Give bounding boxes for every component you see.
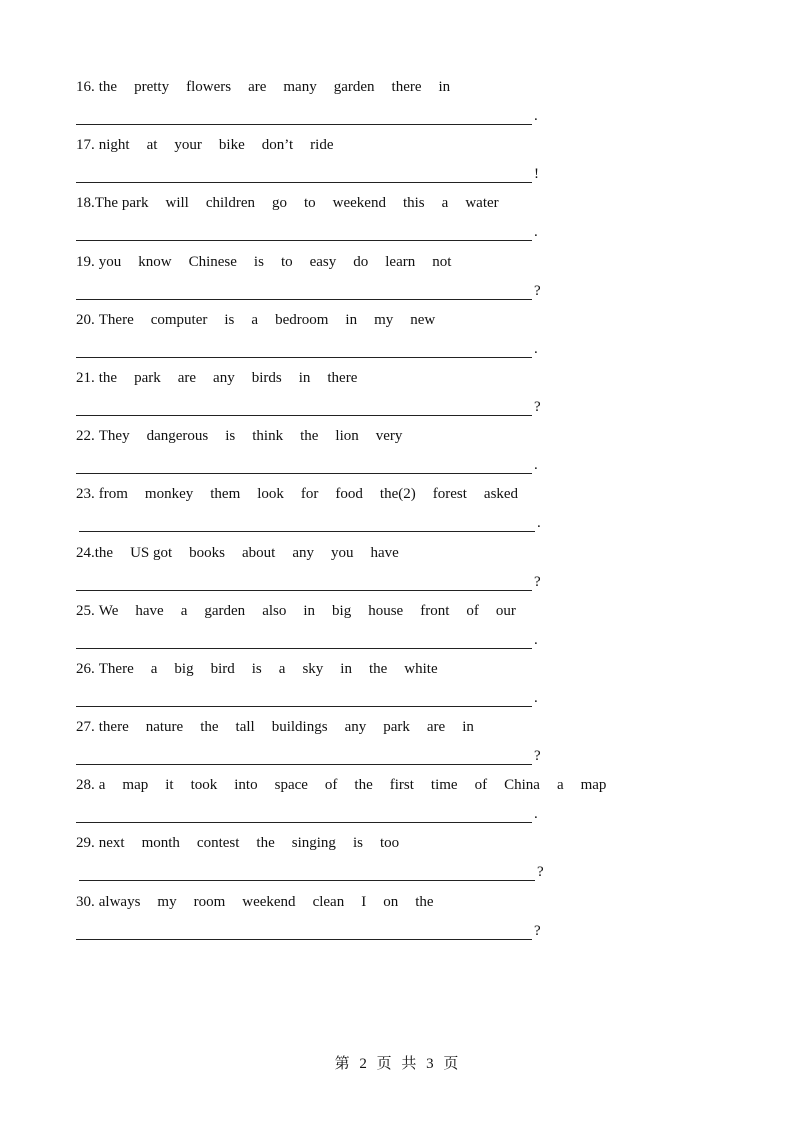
scrambled-word: flowers: [186, 79, 232, 95]
scrambled-word: have: [370, 544, 399, 561]
answer-line[interactable]: [76, 571, 532, 591]
scrambled-word: map: [580, 777, 607, 794]
exercise-prompt: [76, 717, 491, 737]
exercise-number: 26.: [76, 660, 95, 677]
answer-line[interactable]: [76, 221, 532, 241]
scrambled-word: There: [98, 311, 134, 328]
scrambled-word: are: [248, 79, 267, 95]
exercise-item: [76, 483, 636, 541]
exercise-number: 16.: [76, 79, 95, 95]
scrambled-word: a: [150, 660, 158, 677]
exercise-number: 17.: [76, 137, 95, 154]
exercise-prompt: [76, 310, 452, 330]
scrambled-word: any: [213, 369, 235, 386]
scrambled-word: big: [332, 602, 352, 619]
scrambled-word: the: [98, 369, 118, 386]
answer-line[interactable]: [76, 163, 532, 183]
scrambled-word: about: [242, 544, 276, 561]
scrambled-word: singing: [291, 835, 336, 852]
scrambled-word: are: [177, 369, 197, 386]
scrambled-word: took: [190, 777, 218, 794]
exercise-number: 22.: [76, 428, 95, 445]
exercise-number: 20.: [76, 311, 95, 328]
scrambled-word: the: [415, 893, 434, 910]
scrambled-word: there: [98, 719, 129, 736]
scrambled-word: map: [122, 777, 149, 794]
scrambled-word: look: [257, 486, 284, 503]
scrambled-word: a: [556, 777, 564, 794]
scrambled-word: in: [340, 660, 352, 677]
exercise-number: 24.: [76, 544, 95, 561]
scrambled-word: the: [200, 719, 219, 736]
scrambled-word: next: [98, 835, 125, 852]
scrambled-word: the: [256, 835, 275, 852]
end-punctuation: !: [534, 166, 539, 183]
scrambled-word: is: [251, 660, 262, 677]
end-punctuation: .: [534, 631, 538, 648]
scrambled-word: of: [324, 777, 338, 794]
scrambled-word: I: [361, 893, 367, 910]
scrambled-word: the: [368, 660, 388, 677]
exercise-prompt: [76, 193, 516, 213]
scrambled-word: Chinese: [188, 253, 237, 270]
scrambled-word: forest: [432, 486, 467, 503]
scrambled-word: park: [383, 719, 410, 736]
scrambled-word: new: [410, 311, 436, 328]
scrambled-word: don’t: [261, 137, 294, 154]
scrambled-word: a: [251, 311, 259, 328]
exercise-number: 29.: [76, 835, 95, 852]
scrambled-word: there: [327, 369, 358, 386]
scrambled-word: my: [374, 311, 394, 328]
exercise-item: [76, 600, 636, 658]
end-punctuation: .: [534, 108, 538, 124]
scrambled-word: bird: [210, 660, 235, 677]
scrambled-word: not: [432, 253, 452, 270]
exercise-number: 25.: [76, 602, 95, 619]
scrambled-word: ride: [310, 137, 334, 154]
scrambled-word: to: [280, 253, 293, 270]
scrambled-word: lion: [335, 428, 359, 445]
scrambled-word: is: [225, 428, 236, 445]
scrambled-word: a: [278, 660, 286, 677]
answer-line[interactable]: [76, 396, 532, 416]
scrambled-word: in: [438, 79, 451, 95]
scrambled-word: you: [331, 544, 354, 561]
scrambled-word: nature: [145, 719, 184, 736]
exercise-number: 28.: [76, 777, 95, 794]
answer-line[interactable]: [79, 861, 535, 881]
end-punctuation: ?: [534, 398, 541, 415]
scrambled-word: books: [189, 544, 226, 561]
exercise-item: [76, 76, 636, 134]
scrambled-word: They: [98, 428, 130, 445]
exercise-prompt: [76, 833, 416, 853]
scrambled-word: a: [180, 602, 188, 619]
scrambled-word: We: [98, 602, 119, 619]
exercise-number: 19.: [76, 253, 95, 270]
end-punctuation: ?: [537, 864, 544, 881]
scrambled-word: a: [441, 195, 449, 212]
answer-line[interactable]: [76, 454, 532, 474]
answer-line[interactable]: [76, 280, 532, 300]
scrambled-word: will: [165, 195, 189, 212]
scrambled-word: know: [138, 253, 172, 270]
scrambled-word: pretty: [134, 79, 170, 95]
exercise-item: [76, 891, 636, 949]
end-punctuation: .: [534, 806, 538, 823]
scrambled-word: learn: [385, 253, 416, 270]
scrambled-word: always: [98, 893, 141, 910]
exercise-prompt: [76, 892, 451, 912]
scrambled-word: any: [344, 719, 367, 736]
scrambled-word: space: [274, 777, 308, 794]
answer-line[interactable]: [76, 745, 532, 765]
exercise-item: [76, 192, 636, 250]
scrambled-word: first: [389, 777, 414, 794]
scrambled-word: into: [234, 777, 258, 794]
exercise-prompt: [76, 77, 467, 97]
scrambled-word: at: [146, 137, 158, 154]
scrambled-word: for: [300, 486, 319, 503]
scrambled-word: house: [368, 602, 404, 619]
scrambled-word: in: [303, 602, 316, 619]
scrambled-word: them: [210, 486, 241, 503]
end-punctuation: ?: [534, 748, 541, 765]
scrambled-word: your: [174, 137, 202, 154]
exercise-item: [76, 309, 636, 367]
scrambled-word: in: [345, 311, 358, 328]
scrambled-word: to: [303, 195, 316, 212]
scrambled-word: easy: [309, 253, 337, 270]
scrambled-word: dangerous: [146, 428, 209, 445]
scrambled-word: it: [165, 777, 174, 794]
scrambled-word: is: [352, 835, 363, 852]
answer-line[interactable]: [76, 803, 532, 823]
scrambled-word: birds: [251, 369, 282, 386]
scrambled-word: you: [98, 253, 122, 270]
exercise-number: 23.: [76, 486, 95, 503]
exercise-item: [76, 134, 636, 192]
scrambled-word: the: [300, 428, 319, 445]
scrambled-word: park: [134, 369, 161, 386]
scrambled-word: night: [98, 137, 130, 154]
exercise-number: 30.: [76, 893, 95, 910]
scrambled-word: water: [465, 195, 499, 212]
exercise-item: [76, 367, 636, 425]
scrambled-word: room: [193, 893, 226, 910]
scrambled-word: also: [262, 602, 287, 619]
answer-line[interactable]: [79, 512, 535, 532]
scrambled-word: is: [224, 311, 235, 328]
scrambled-word: clean: [312, 893, 345, 910]
end-punctuation: .: [534, 689, 538, 706]
scrambled-word: There: [98, 660, 134, 677]
exercise-prompt: [76, 601, 533, 621]
scrambled-word: our: [495, 602, 516, 619]
exercise-number: 18.: [76, 195, 95, 212]
end-punctuation: ?: [534, 922, 541, 939]
exercise-prompt: [76, 135, 350, 155]
answer-line[interactable]: [76, 920, 532, 940]
exercise-item: [76, 774, 636, 832]
end-punctuation: .: [537, 515, 541, 532]
scrambled-word: tall: [235, 719, 255, 736]
page-number-label: 第 2 页 共 3 页: [334, 1056, 459, 1072]
scrambled-word: my: [157, 893, 177, 910]
scrambled-word: US got: [130, 544, 173, 561]
scrambled-word: bike: [218, 137, 245, 154]
exercise-item: [76, 542, 636, 600]
scrambled-word: food: [335, 486, 363, 503]
exercise-list: [76, 76, 636, 949]
scrambled-word: The park: [94, 195, 149, 212]
scrambled-word: buildings: [271, 719, 328, 736]
scrambled-word: white: [404, 660, 438, 677]
scrambled-word: a: [98, 777, 106, 794]
scrambled-word: weekend: [242, 893, 296, 910]
exercise-number: 21.: [76, 369, 95, 386]
exercise-prompt: [76, 426, 419, 446]
scrambled-word: garden: [204, 602, 246, 619]
scrambled-word: have: [135, 602, 164, 619]
scrambled-word: the: [98, 79, 118, 95]
exercise-prompt: [76, 368, 374, 388]
end-punctuation: ?: [534, 282, 541, 299]
answer-line[interactable]: [76, 105, 532, 125]
scrambled-word: any: [292, 544, 315, 561]
scrambled-word: time: [430, 777, 458, 794]
scrambled-word: there: [391, 79, 422, 95]
end-punctuation: .: [534, 457, 538, 474]
exercise-item: [76, 832, 636, 890]
end-punctuation: .: [534, 340, 538, 357]
scrambled-word: too: [379, 835, 400, 852]
exercise-prompt: [76, 252, 468, 272]
scrambled-word: computer: [150, 311, 208, 328]
answer-line[interactable]: [76, 629, 532, 649]
scrambled-word: go: [271, 195, 287, 212]
page-footer: [0, 1054, 793, 1074]
scrambled-word: the: [94, 544, 114, 561]
scrambled-word: the(2): [379, 486, 416, 503]
scrambled-word: the: [354, 777, 373, 794]
answer-line[interactable]: [76, 338, 532, 358]
scrambled-word: do: [353, 253, 369, 270]
exercise-item: [76, 425, 636, 483]
exercise-item: [76, 251, 636, 309]
scrambled-word: weekend: [332, 195, 386, 212]
answer-line[interactable]: [76, 687, 532, 707]
exercise-item: [76, 658, 636, 716]
exercise-prompt: [76, 484, 535, 504]
scrambled-word: think: [252, 428, 284, 445]
scrambled-word: China: [504, 777, 540, 794]
scrambled-word: big: [174, 660, 194, 677]
scrambled-word: very: [375, 428, 403, 445]
scrambled-word: on: [383, 893, 399, 910]
scrambled-word: month: [141, 835, 180, 852]
scrambled-word: contest: [196, 835, 240, 852]
exercise-prompt: [76, 659, 455, 679]
scrambled-word: in: [298, 369, 311, 386]
scrambled-word: are: [426, 719, 446, 736]
scrambled-word: is: [253, 253, 264, 270]
scrambled-word: sky: [302, 660, 324, 677]
scrambled-word: front: [420, 602, 450, 619]
end-punctuation: ?: [534, 573, 541, 590]
end-punctuation: .: [534, 224, 538, 241]
scrambled-word: of: [466, 602, 479, 619]
exercise-item: [76, 716, 636, 774]
exercise-prompt: [76, 543, 416, 563]
scrambled-word: this: [402, 195, 425, 212]
scrambled-word: monkey: [144, 486, 194, 503]
scrambled-word: from: [98, 486, 128, 503]
scrambled-word: bedroom: [275, 311, 329, 328]
scrambled-word: children: [205, 195, 255, 212]
scrambled-word: many: [283, 79, 317, 95]
scrambled-word: asked: [483, 486, 519, 503]
scrambled-word: garden: [333, 79, 375, 95]
exercise-prompt: [76, 775, 623, 795]
exercise-number: 27.: [76, 719, 95, 736]
scrambled-word: in: [462, 719, 474, 736]
scrambled-word: of: [474, 777, 488, 794]
